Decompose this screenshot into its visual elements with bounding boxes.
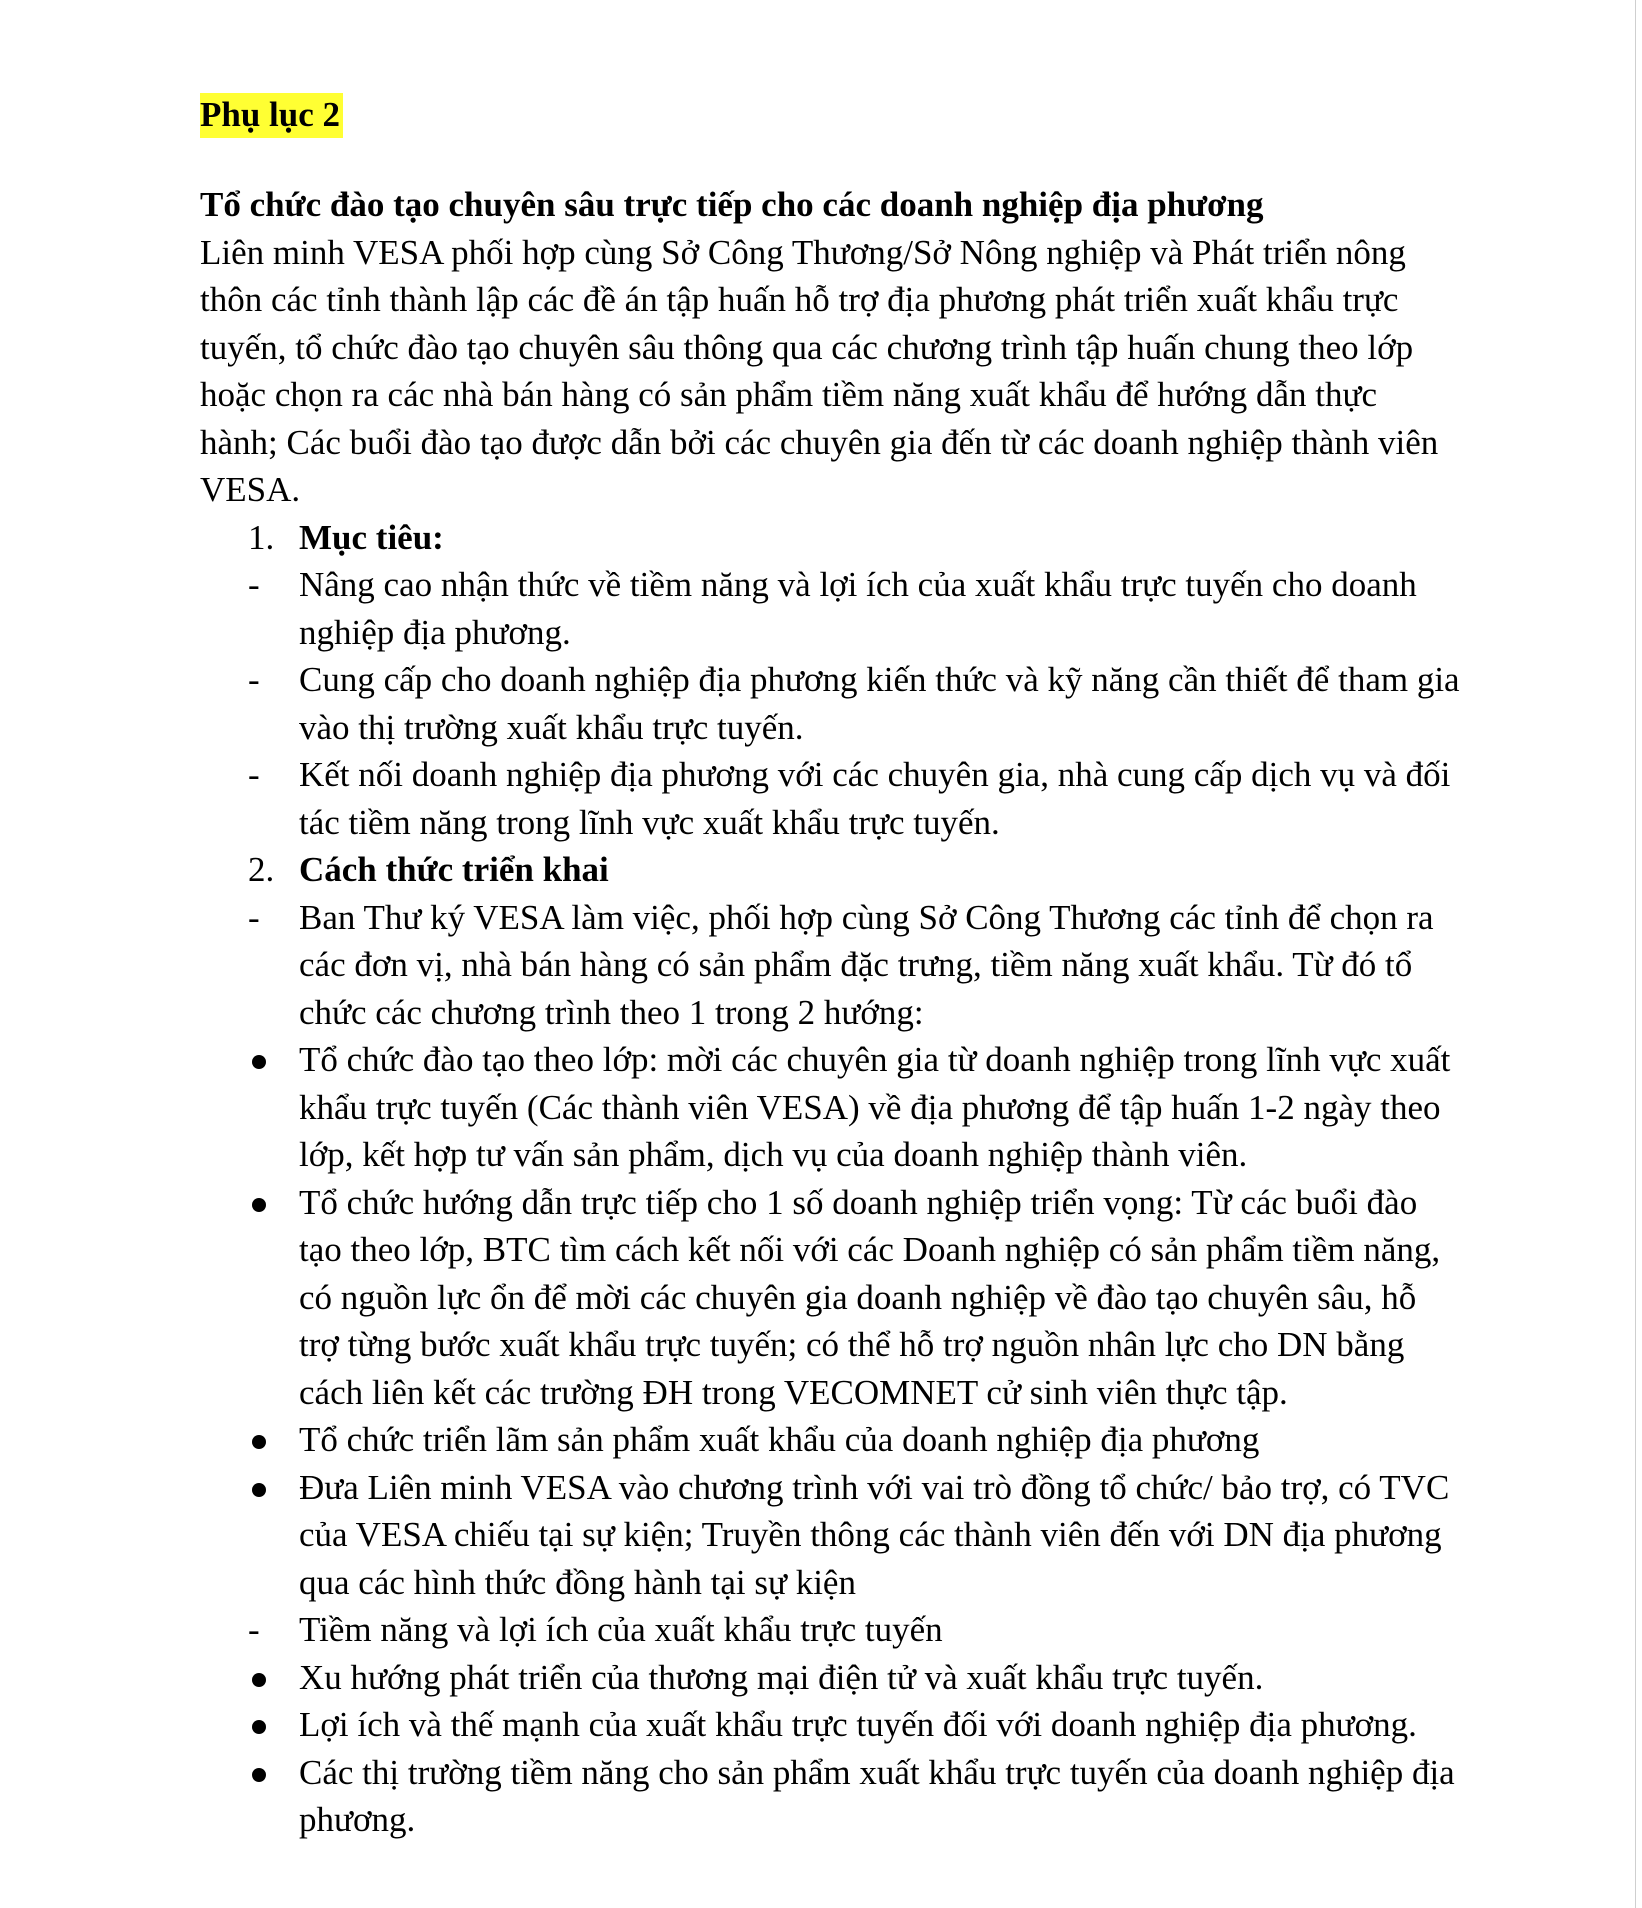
dash-item	[200, 561, 1460, 656]
list-item-text: Mục tiêu:	[299, 517, 444, 557]
dash-marker: -	[248, 755, 260, 794]
list-item-text: Cách thức triển khai	[299, 850, 609, 889]
document-body	[200, 86, 1460, 1844]
bullet-item	[200, 1654, 1460, 1702]
bullet-icon	[252, 1768, 266, 1782]
dash-item	[200, 894, 1460, 1037]
dash-item	[200, 1606, 1460, 1654]
bullet-item	[200, 1416, 1460, 1464]
numbered-heading	[200, 846, 1460, 894]
list-item-text: Các thị trường tiềm năng cho sản phẩm xuất khẩu trực tuyến của doanh nghiệp địa phương.	[299, 1752, 1455, 1839]
dash-item	[200, 751, 1460, 846]
bullet-item	[200, 1749, 1460, 1844]
bullet-icon	[252, 1673, 266, 1687]
bullet-item	[200, 1701, 1460, 1749]
list-item-text: Nâng cao nhận thức về tiềm năng và lợi ích của xuất khẩu trực tuyến cho doanh nghiệp địa phương.	[299, 565, 1417, 652]
appendix-label-highlight: Phụ lục 2	[200, 93, 343, 138]
list-number: 1.	[248, 517, 275, 557]
intro-paragraph: Liên minh VESA phối hợp cùng Sở Công Thương/Sở Nông nghiệp và Phát triển nông thôn các tỉnh thành lập các đề án tập huấn hỗ trợ địa phương phát triển xuất khẩu trực tuyến, tổ chức đào tạo chuyên sâu thông qua các chương trình tập huấn chung theo lớp hoặc chọn ra các nhà bán hàng có sản phẩm tiềm năng xuất khẩu để hướng dẫn thực hành; Các buổi đào tạo được dẫn bởi các chuyên gia đến từ các doanh nghiệp thành viên VESA.	[200, 232, 1439, 509]
list-item-text: Ban Thư ký VESA làm việc, phối hợp cùng Sở Công Thương các tỉnh để chọn ra các đơn vị, nhà bán hàng có sản phẩm đặc trưng, tiềm năng xuất khẩu. Từ đó tổ chức các chương trình theo 1 trong 2 hướng:	[299, 897, 1434, 1032]
bullet-icon	[252, 1055, 266, 1069]
blank-line	[200, 143, 1460, 181]
dash-item	[200, 656, 1460, 751]
bullet-item	[200, 1179, 1460, 1417]
list-item-text: Tổ chức hướng dẫn trực tiếp cho 1 số doanh nghiệp triển vọng: Từ các buổi đào tạo theo lớp, BTC tìm cách kết nối với các Doanh nghiệp có sản phẩm tiềm năng, có nguồn lực ổn để mời các chuyên gia doanh nghiệp về đào tạo chuyên sâu, hỗ trợ từng bước xuất khẩu trực tuyến; có thể hỗ trợ nguồn nhân lực cho DN bằng cách liên kết các trường ĐH trong VECOMNET cử sinh viên thực tập.	[299, 1182, 1441, 1412]
dash-marker: -	[248, 1610, 260, 1649]
list-item-text: Lợi ích và thế mạnh của xuất khẩu trực tuyến đối với doanh nghiệp địa phương.	[299, 1705, 1417, 1744]
numbered-heading	[200, 514, 1460, 562]
list-item-text: Tiềm năng và lợi ích của xuất khẩu trực tuyến	[299, 1610, 943, 1649]
dash-marker: -	[248, 660, 260, 699]
list-number: 2.	[248, 850, 275, 889]
list-item-text: Đưa Liên minh VESA vào chương trình với vai trò đồng tổ chức/ bảo trợ, có TVC của VESA chiếu tại sự kiện; Truyền thông các thành viên đến với DN địa phương qua các hình thức đồng hành tại sự kiện	[299, 1467, 1450, 1602]
page-edge-border	[1635, 0, 1636, 1908]
dash-marker: -	[248, 565, 260, 604]
bullet-item	[200, 1036, 1460, 1179]
list-item-text: Xu hướng phát triển của thương mại điện tử và xuất khẩu trực tuyến.	[299, 1657, 1264, 1697]
section-title: Tổ chức đào tạo chuyên sâu trực tiếp cho các doanh nghiệp địa phương	[200, 185, 1264, 224]
list-item-text: Tổ chức đào tạo theo lớp: mời các chuyên gia từ doanh nghiệp trong lĩnh vực xuất khẩu trực tuyến (Các thành viên VESA) về địa phương để tập huấn 1-2 ngày theo lớp, kết hợp tư vấn sản phẩm, dịch vụ của doanh nghiệp thành viên.	[299, 1040, 1451, 1174]
list-item-text: Tổ chức triển lãm sản phẩm xuất khẩu của doanh nghiệp địa phương	[299, 1420, 1260, 1459]
list-item-text: Kết nối doanh nghiệp địa phương với các chuyên gia, nhà cung cấp dịch vụ và đối tác tiềm năng trong lĩnh vực xuất khẩu trực tuyến.	[299, 755, 1451, 842]
bullet-icon	[252, 1720, 266, 1734]
bullet-icon	[252, 1198, 266, 1212]
bullet-icon	[252, 1483, 266, 1497]
appendix-label	[200, 86, 1460, 143]
content-list	[200, 514, 1460, 1844]
bullet-item	[200, 1464, 1460, 1607]
list-item-text: Cung cấp cho doanh nghiệp địa phương kiến thức và kỹ năng cần thiết để tham gia vào thị trường xuất khẩu trực tuyến.	[299, 660, 1460, 747]
dash-marker: -	[248, 897, 260, 937]
bullet-icon	[252, 1435, 266, 1449]
